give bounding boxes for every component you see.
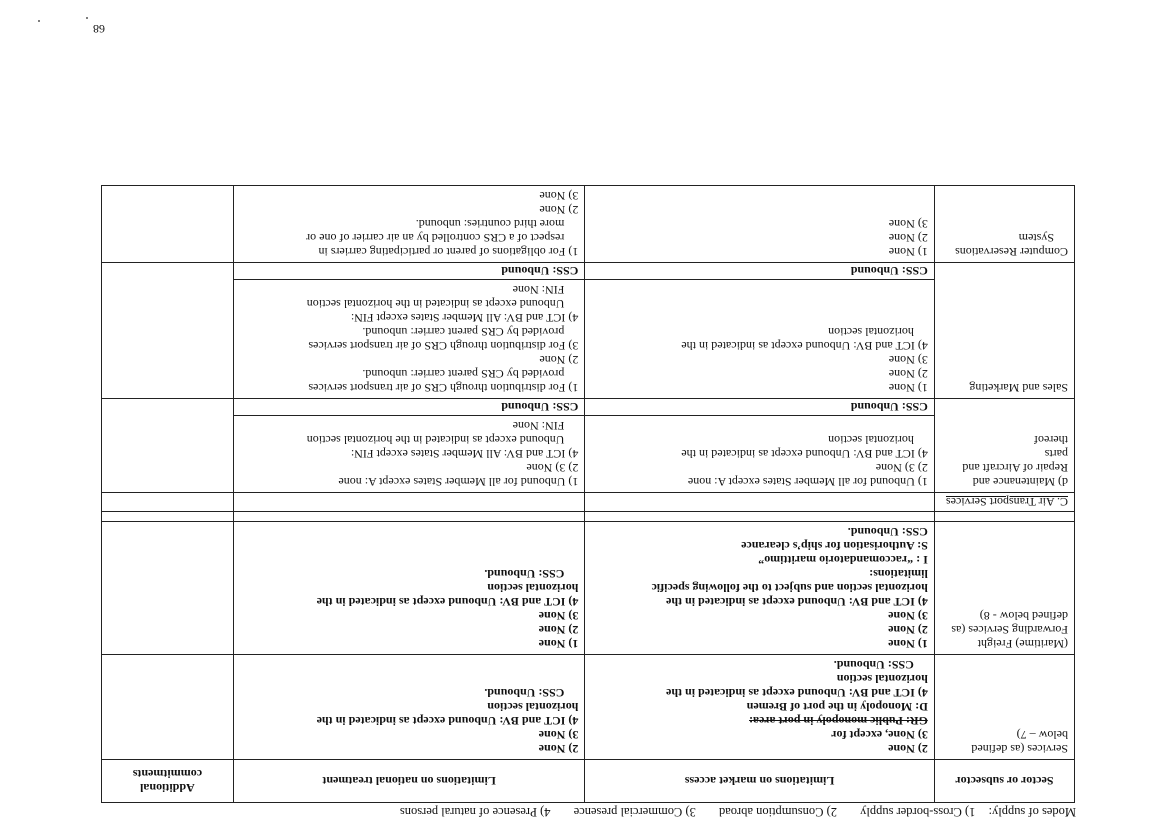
entry-line: I : “raccomandatorio marittimo” (758, 553, 928, 567)
air-transport-heading: C. Air Transport Services (945, 495, 1068, 509)
sector-cell (934, 655, 1074, 760)
entry-line: 1) For distribution through CRS of air transport services (308, 381, 579, 395)
entry-line: 3) None (539, 189, 579, 203)
entry-line: 1) None (888, 637, 928, 651)
market-access-cell (585, 280, 934, 399)
entry-line: 4) ICT and BV: Unbound except as indicated in the (681, 339, 928, 353)
market-access-cell (585, 655, 934, 760)
entry-line: 4) ICT and BV: Unbound except as indicated in the (681, 447, 928, 461)
national-treatment-cell (233, 280, 585, 399)
header-additional: Additional commitments (102, 760, 234, 803)
entry-line: 3) None (888, 353, 928, 367)
entry-line: CSS: Unbound. (484, 567, 565, 581)
mode-1: 1) Cross-border supply (860, 805, 976, 819)
sector-line: Forwarding Services (as (951, 623, 1068, 637)
sector-line: (Maritime) Freight (977, 637, 1068, 651)
entry-line: 2) None (888, 742, 928, 756)
mode-2: 2) Consumption abroad (718, 805, 837, 819)
entry-line: 3) None (538, 609, 579, 623)
entry-line: D: Monopoly in the port of Bremen (746, 700, 928, 714)
entry-line: 1) Unbound for all Member States except A: none (687, 475, 928, 489)
sector-cell (934, 263, 1074, 399)
entry-line: 1) None (888, 245, 928, 259)
sector-line: System (1018, 231, 1054, 245)
additional-cell (102, 263, 234, 399)
entry-line: 1) None (888, 381, 928, 395)
css-market-access: CSS: Unbound (585, 399, 934, 416)
sector-cell (934, 186, 1074, 263)
table-row (102, 280, 1075, 399)
national-treatment-cell (233, 186, 585, 263)
entry-line: 2) None (888, 367, 928, 381)
entry-line: horizontal section (487, 700, 579, 714)
scan-speck (38, 20, 40, 22)
national-treatment-cell (233, 522, 585, 655)
sector-line: Services (as defined (971, 742, 1068, 756)
sector-line: defined below - 8) (979, 609, 1068, 623)
entry-line: 2) None (539, 203, 579, 217)
entry-line: FIN: None (512, 419, 565, 433)
css-row (102, 399, 1075, 416)
table-row (102, 655, 1075, 760)
css-market-access: CSS: Unbound (585, 263, 934, 280)
header-row (102, 760, 1075, 803)
sector-cell (934, 399, 1074, 493)
css-national-treatment: CSS: Unbound (233, 263, 585, 280)
entry-line: limitations: (869, 567, 928, 581)
entry-line: provided by CRS parent carrier: unbound. (362, 367, 565, 381)
entry-line: 3) None (538, 728, 579, 742)
entry-line: 4) ICT and BV: Unbound except as indicated in the (666, 686, 928, 700)
entry-line: CSS: Unbound. (847, 525, 928, 539)
market-access-cell (585, 522, 934, 655)
entry-line: horizontal section (836, 672, 928, 686)
additional-cell (102, 655, 234, 760)
entry-line: 1) For obligations of parent or participating carriers in (318, 245, 579, 259)
entry-line: 2) 3) None (526, 461, 579, 475)
entry-line: Unbound except as indicated in the horizontal section (306, 297, 565, 311)
table-row (102, 522, 1075, 655)
schedule-table (101, 185, 1075, 803)
entry-line: horizontal section (828, 325, 914, 339)
table-row (102, 186, 1075, 263)
modes-of-supply (76, 804, 1076, 819)
entry-line: S: Authorisation for ship’s clearance (741, 539, 928, 553)
sector-cell (934, 522, 1074, 655)
table-row (102, 416, 1075, 493)
sector-line: Repair of Aircraft and parts (962, 447, 1068, 475)
additional-cell (102, 522, 234, 655)
section-row (102, 493, 1075, 512)
entry-line: 3) None (888, 609, 928, 623)
header-sector: Sector or subsector (934, 760, 1074, 803)
scan-speck (86, 17, 88, 19)
entry-line: FIN: None (512, 283, 565, 297)
national-treatment-cell (233, 655, 585, 760)
css-national-treatment: CSS: Unbound (233, 399, 585, 416)
entry-line: horizontal section (487, 581, 579, 595)
entry-line: respect of a CRS controlled by an air carrier of one or (306, 231, 565, 245)
entry-line: 2) None (538, 742, 579, 756)
entry-line: 4) ICT and BV: Unbound except as indicated in the (316, 595, 579, 609)
entry-line: 4) ICT and BV: All Member States except FIN: (350, 311, 579, 325)
national-treatment-cell (233, 416, 585, 493)
market-access-cell (585, 186, 934, 263)
entry-line: 2) None (538, 623, 579, 637)
entry-line: CSS: Unbound. (484, 686, 565, 700)
css-row (102, 263, 1075, 280)
entry-line: 4) ICT and BV: Unbound except as indicated in the (666, 595, 928, 609)
entry-line: 4) ICT and BV: All Member States except FIN: (350, 447, 579, 461)
additional-cell (102, 186, 234, 263)
section-heading (934, 493, 1074, 512)
entry-line: 4) ICT and BV: Unbound except as indicated in the (316, 714, 579, 728)
market-access-cell (585, 416, 934, 493)
entry-line: 1) None (538, 637, 579, 651)
header-market-access: Limitations on market access (585, 760, 934, 803)
entry-line: horizontal section (828, 433, 914, 447)
entry-line: GR: Public monopoly in port area: (749, 714, 928, 728)
entry-line: 2) None (888, 231, 928, 245)
entry-line: CSS: Unbound. (833, 658, 914, 672)
additional-cell (102, 399, 234, 493)
entry-line: Unbound except as indicated in the horizontal section (306, 433, 565, 447)
entry-line: horizontal section and subject to the following specific (651, 581, 928, 595)
sector-line: Sales and Marketing (969, 381, 1068, 395)
entry-line: 2) 3) None (875, 461, 928, 475)
modes-label: Modes of supply: (988, 805, 1076, 819)
entry-line: 1) Unbound for all Member States except A: none (338, 475, 579, 489)
entry-line: more third countries: unbound. (415, 217, 565, 231)
sector-line: d) Maintenance and (972, 475, 1068, 489)
page-number: 68 (93, 22, 105, 36)
entry-line: 3) For distribution through CRS of air transport services (308, 339, 579, 353)
entry-line: 2) None (539, 353, 579, 367)
separator-row (102, 512, 1075, 522)
entry-line: 3) None (888, 217, 928, 231)
sector-line: below – 7) (1016, 728, 1068, 742)
sector-line: thereof (1034, 433, 1068, 447)
entry-line: 2) None (888, 623, 928, 637)
mode-3: 3) Commercial presence (573, 805, 696, 819)
sector-line: Computer Reservations (955, 245, 1068, 259)
header-national-treatment: Limitations on national treatment (233, 760, 585, 803)
entry-line: 3) None, except for (831, 728, 928, 742)
mode-4: 4) Presence of natural persons (399, 805, 551, 819)
entry-line: provided by CRS parent carrier: unbound. (362, 325, 565, 339)
